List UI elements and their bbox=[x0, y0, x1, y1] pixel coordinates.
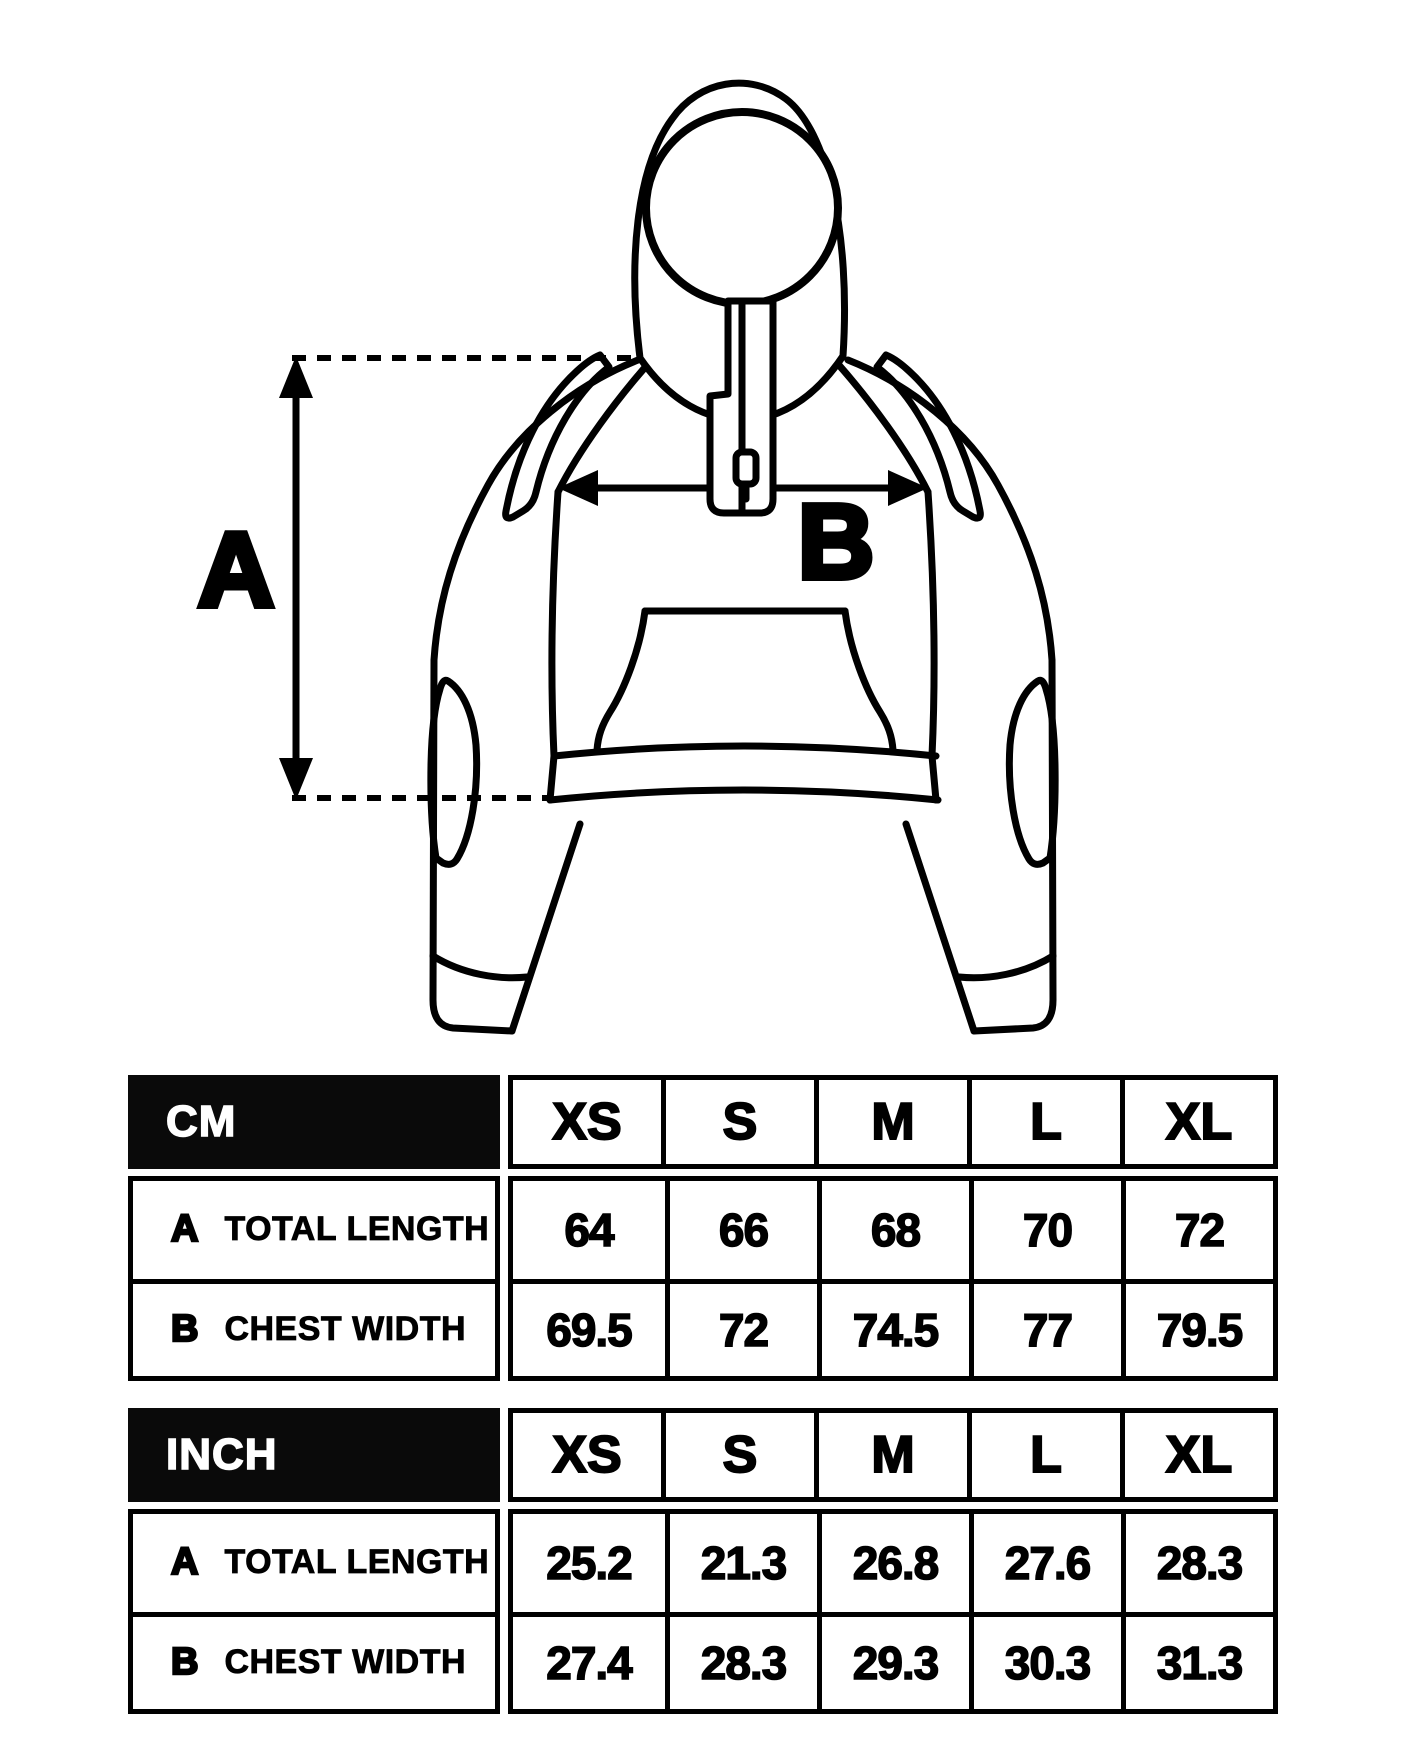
unit-label: CM bbox=[166, 1097, 237, 1146]
table-cell: 31.3 bbox=[1121, 1612, 1273, 1710]
measurement-a-arrow bbox=[279, 356, 313, 800]
size-header-s: S bbox=[661, 1413, 814, 1497]
row-label-text: TOTAL LENGTH bbox=[224, 1210, 490, 1249]
table-cell: 68 bbox=[817, 1181, 969, 1279]
cm-sizes-header-row bbox=[508, 1075, 1278, 1169]
table-cell: 72 bbox=[1121, 1181, 1273, 1279]
measurement-a-label: A bbox=[197, 511, 275, 629]
inch-size-table bbox=[128, 1408, 1278, 1714]
row-label-text: CHEST WIDTH bbox=[224, 1310, 467, 1349]
table-cell: 74.5 bbox=[817, 1279, 969, 1377]
right-raglan-seam bbox=[838, 364, 928, 492]
table-cell: 29.3 bbox=[817, 1612, 969, 1710]
left-elbow-patch bbox=[431, 680, 477, 864]
row-key-a: A bbox=[171, 1541, 199, 1584]
row-key-b: B bbox=[171, 1308, 199, 1351]
unit-label: INCH bbox=[166, 1430, 278, 1479]
table-cell: 66 bbox=[665, 1181, 817, 1279]
inch-values-grid bbox=[508, 1509, 1278, 1714]
size-header-m: M bbox=[814, 1080, 967, 1164]
size-header-l: L bbox=[967, 1413, 1120, 1497]
cm-size-table bbox=[128, 1075, 1278, 1381]
table-cell: 28.3 bbox=[1121, 1514, 1273, 1612]
inch-unit-header-cell bbox=[128, 1408, 500, 1502]
size-header-xs: XS bbox=[552, 1093, 622, 1151]
size-header-xl: XL bbox=[1120, 1080, 1273, 1164]
pocket-right-edge bbox=[845, 611, 893, 750]
hood-face-opening bbox=[646, 112, 838, 304]
row-label-chest-width bbox=[133, 1279, 495, 1377]
table-cell: 26.8 bbox=[817, 1514, 969, 1612]
left-raglan-seam bbox=[558, 364, 648, 492]
pocket-left-edge bbox=[597, 611, 645, 750]
row-label-text: CHEST WIDTH bbox=[224, 1643, 467, 1682]
table-cell: 77 bbox=[969, 1279, 1121, 1377]
table-cell: 25.2 bbox=[546, 1536, 632, 1589]
row-label-total-length bbox=[133, 1181, 495, 1279]
hem-band-bottom bbox=[550, 790, 938, 800]
row-label-chest-width bbox=[133, 1612, 495, 1710]
size-header-l: L bbox=[967, 1080, 1120, 1164]
row-key-a: A bbox=[171, 1208, 199, 1251]
table-cell: 28.3 bbox=[665, 1612, 817, 1710]
table-cell: 64 bbox=[564, 1203, 614, 1256]
table-cell: 79.5 bbox=[1121, 1279, 1273, 1377]
left-sleeve-inner-edge bbox=[512, 824, 580, 1031]
table-cell: 70 bbox=[969, 1181, 1121, 1279]
table-cell: 21.3 bbox=[665, 1514, 817, 1612]
table-cell: 69.5 bbox=[513, 1279, 665, 1377]
left-cuff-seam bbox=[433, 956, 527, 978]
inch-row-labels bbox=[128, 1509, 500, 1714]
cm-values-grid bbox=[508, 1176, 1278, 1381]
size-header-s: S bbox=[661, 1080, 814, 1164]
inch-sizes-header-row bbox=[508, 1408, 1278, 1502]
row-label-total-length bbox=[133, 1514, 495, 1612]
right-sleeve-inner-edge bbox=[906, 824, 974, 1031]
row-key-b: B bbox=[171, 1641, 199, 1684]
table-cell: 27.4 bbox=[513, 1612, 665, 1710]
cm-row-labels bbox=[128, 1176, 500, 1381]
right-elbow-patch bbox=[1009, 680, 1055, 864]
row-label-text: TOTAL LENGTH bbox=[224, 1543, 490, 1582]
cm-unit-header-cell bbox=[128, 1075, 500, 1169]
measurement-b-label: B bbox=[797, 483, 875, 601]
table-cell: 72 bbox=[665, 1279, 817, 1377]
size-header-m: M bbox=[814, 1413, 967, 1497]
table-cell: 30.3 bbox=[969, 1612, 1121, 1710]
hem-band-top bbox=[554, 746, 936, 756]
table-cell: 27.6 bbox=[969, 1514, 1121, 1612]
size-header-xs: XS bbox=[552, 1426, 622, 1484]
right-cuff-seam bbox=[959, 956, 1053, 978]
size-header-xl: XL bbox=[1120, 1413, 1273, 1497]
